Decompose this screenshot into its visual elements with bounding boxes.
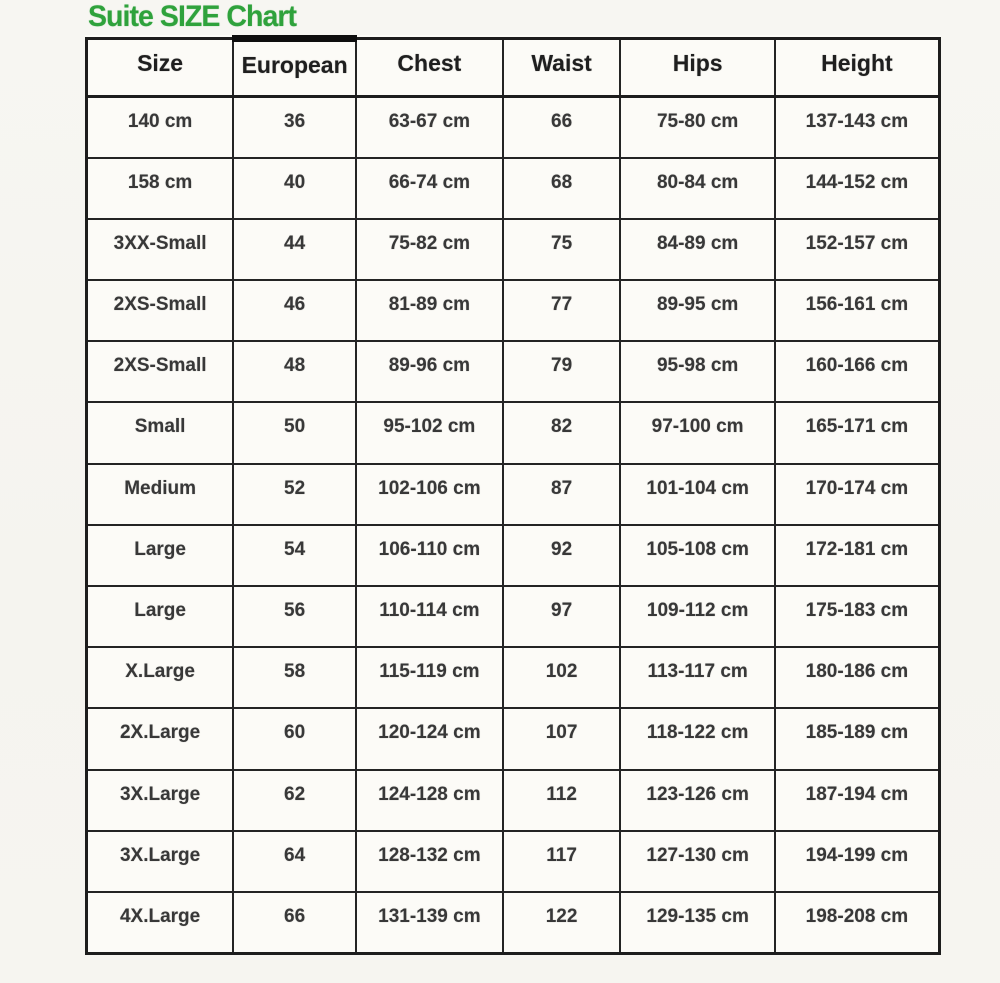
table-cell: 194-199 cm — [775, 831, 940, 892]
table-cell: 89-96 cm — [356, 341, 503, 402]
table-cell: 3X.Large — [87, 831, 234, 892]
table-cell: 140 cm — [87, 97, 234, 158]
table-cell: 82 — [503, 402, 621, 463]
table-cell: 52 — [233, 464, 356, 525]
table-cell: 160-166 cm — [775, 341, 940, 402]
table-cell: 66 — [503, 97, 621, 158]
table-row — [87, 525, 940, 586]
column-header-chest: Chest — [356, 39, 503, 97]
table-cell: 40 — [233, 158, 356, 219]
table-cell: 110-114 cm — [356, 586, 503, 647]
column-header-hips: Hips — [620, 39, 774, 97]
table-cell: 84-89 cm — [620, 219, 774, 280]
table-cell: 54 — [233, 525, 356, 586]
table-cell: 75-82 cm — [356, 219, 503, 280]
table-cell: X.Large — [87, 647, 234, 708]
table-cell: 44 — [233, 219, 356, 280]
table-cell: 63-67 cm — [356, 97, 503, 158]
header-row — [87, 39, 940, 97]
table-cell: 87 — [503, 464, 621, 525]
table-row — [87, 341, 940, 402]
table-cell: 4X.Large — [87, 892, 234, 953]
table-cell: 80-84 cm — [620, 158, 774, 219]
table-cell: 66 — [233, 892, 356, 953]
table-cell: 89-95 cm — [620, 280, 774, 341]
table-cell: 95-98 cm — [620, 341, 774, 402]
table-cell: 60 — [233, 708, 356, 769]
table-cell: 102 — [503, 647, 621, 708]
table-cell: 64 — [233, 831, 356, 892]
table-cell: 112 — [503, 770, 621, 831]
table-row — [87, 647, 940, 708]
table-row — [87, 219, 940, 280]
table-cell: 198-208 cm — [775, 892, 940, 953]
table-cell: Large — [87, 525, 234, 586]
column-header-european: European — [233, 39, 356, 97]
table-cell: 2XS-Small — [87, 341, 234, 402]
table-cell: 101-104 cm — [620, 464, 774, 525]
table-row — [87, 770, 940, 831]
size-chart-table — [85, 35, 941, 955]
column-header-height: Height — [775, 39, 940, 97]
table-cell: 120-124 cm — [356, 708, 503, 769]
table-cell: 165-171 cm — [775, 402, 940, 463]
table-row — [87, 464, 940, 525]
table-cell: 170-174 cm — [775, 464, 940, 525]
table-cell: Large — [87, 586, 234, 647]
table-cell: 115-119 cm — [356, 647, 503, 708]
table-cell: 129-135 cm — [620, 892, 774, 953]
table-cell: 68 — [503, 158, 621, 219]
table-cell: 172-181 cm — [775, 525, 940, 586]
table-cell: 117 — [503, 831, 621, 892]
table-cell: 102-106 cm — [356, 464, 503, 525]
table-cell: 107 — [503, 708, 621, 769]
table-cell: 79 — [503, 341, 621, 402]
column-header-size: Size — [87, 39, 234, 97]
table-cell: 131-139 cm — [356, 892, 503, 953]
table-cell: 158 cm — [87, 158, 234, 219]
table-cell: 56 — [233, 586, 356, 647]
table-cell: Medium — [87, 464, 234, 525]
table-row — [87, 586, 940, 647]
table-cell: 118-122 cm — [620, 708, 774, 769]
table-cell: 144-152 cm — [775, 158, 940, 219]
table-cell: 123-126 cm — [620, 770, 774, 831]
table-cell: 128-132 cm — [356, 831, 503, 892]
table-body — [87, 97, 940, 954]
table-cell: 97-100 cm — [620, 402, 774, 463]
table-cell: 62 — [233, 770, 356, 831]
table-row — [87, 280, 940, 341]
table-cell: 75 — [503, 219, 621, 280]
table-cell: 105-108 cm — [620, 525, 774, 586]
table-cell: 175-183 cm — [775, 586, 940, 647]
table-cell: 36 — [233, 97, 356, 158]
table-cell: 46 — [233, 280, 356, 341]
table-row — [87, 158, 940, 219]
table-cell: 127-130 cm — [620, 831, 774, 892]
table-cell: 137-143 cm — [775, 97, 940, 158]
table-cell: 77 — [503, 280, 621, 341]
table-cell: 58 — [233, 647, 356, 708]
column-header-waist: Waist — [503, 39, 621, 97]
table-row — [87, 402, 940, 463]
table-cell: 95-102 cm — [356, 402, 503, 463]
table-cell: 180-186 cm — [775, 647, 940, 708]
table-cell: 106-110 cm — [356, 525, 503, 586]
table-cell: 75-80 cm — [620, 97, 774, 158]
table-cell: 109-112 cm — [620, 586, 774, 647]
table-cell: 124-128 cm — [356, 770, 503, 831]
table-cell: 156-161 cm — [775, 280, 940, 341]
table-cell: 3XX-Small — [87, 219, 234, 280]
table-header — [87, 39, 940, 97]
table-cell: 152-157 cm — [775, 219, 940, 280]
table-cell: 2X.Large — [87, 708, 234, 769]
table-cell: 3X.Large — [87, 770, 234, 831]
table-cell: 122 — [503, 892, 621, 953]
table-cell: 97 — [503, 586, 621, 647]
table-cell: 92 — [503, 525, 621, 586]
table-cell: 113-117 cm — [620, 647, 774, 708]
table-row — [87, 708, 940, 769]
table-cell: 2XS-Small — [87, 280, 234, 341]
table-cell: 50 — [233, 402, 356, 463]
table-row — [87, 97, 940, 158]
table-row — [87, 892, 940, 953]
table-cell: 81-89 cm — [356, 280, 503, 341]
table-cell: 48 — [233, 341, 356, 402]
page-title: Suite SIZE Chart — [88, 0, 297, 33]
table-cell: Small — [87, 402, 234, 463]
table-cell: 185-189 cm — [775, 708, 940, 769]
table-cell: 66-74 cm — [356, 158, 503, 219]
table-row — [87, 831, 940, 892]
table-cell: 187-194 cm — [775, 770, 940, 831]
